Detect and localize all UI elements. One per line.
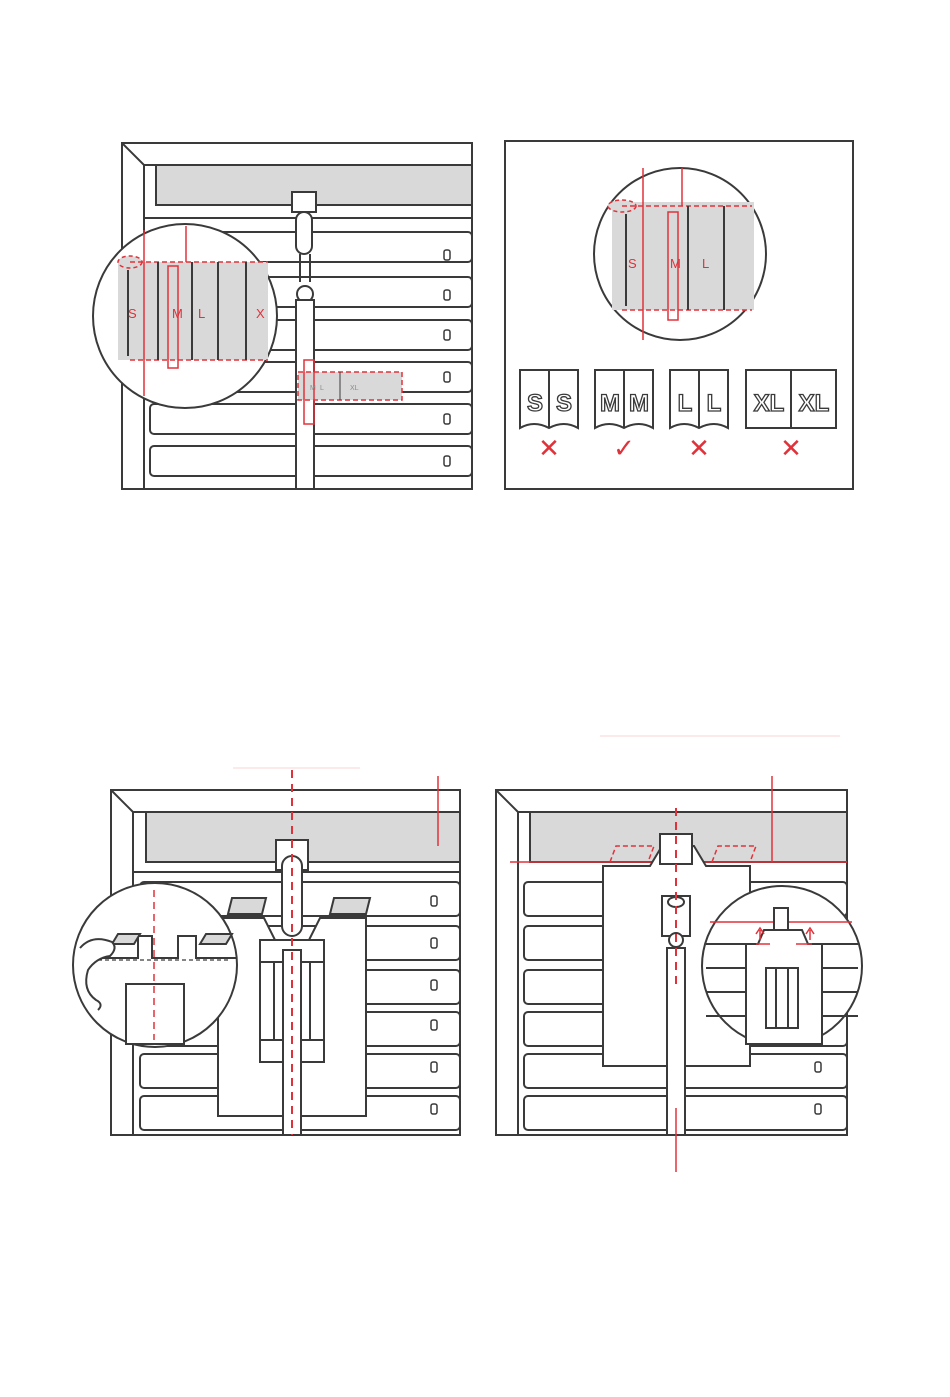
zoom-label-m: M [172, 306, 183, 321]
tilt-wand [292, 192, 316, 489]
verdict-cross-s: ✕ [538, 433, 560, 463]
card-xl-left: XL [753, 390, 785, 417]
verdict-check-m: ✓ [613, 433, 635, 463]
panel-align-template [496, 736, 862, 1172]
result-zoom-label-m: M [670, 256, 681, 271]
verdict-cross-xl: ✕ [780, 433, 802, 463]
zoom-label-x: X [256, 306, 265, 321]
slot-label-m: M [310, 385, 316, 392]
zoom-label-s: S [128, 306, 137, 321]
panel-place-template [73, 768, 460, 1135]
card-l-left: L [677, 390, 693, 417]
slot-label-l: L [320, 385, 324, 392]
card-m-right: M [629, 390, 649, 417]
hand-zoom-circle [73, 883, 237, 1047]
card-s-left: S [526, 390, 544, 417]
card-m-left: M [600, 390, 620, 417]
result-zoom-label-s: S [628, 256, 637, 271]
result-zoom-label-l: L [702, 256, 710, 271]
card-l-right: L [706, 390, 722, 417]
result-zoom-circle [594, 168, 766, 340]
size-slot-strip [298, 360, 402, 424]
slot-label-xl: XL [350, 385, 359, 392]
zoom-circle [93, 224, 277, 408]
size-verdicts [538, 433, 802, 463]
panel-size-check [93, 143, 472, 489]
align-zoom-circle [702, 886, 862, 1046]
card-s-right: S [555, 390, 573, 417]
verdict-cross-l: ✕ [688, 433, 710, 463]
zoom-label-l: L [198, 306, 206, 321]
card-xl-right: XL [798, 390, 830, 417]
